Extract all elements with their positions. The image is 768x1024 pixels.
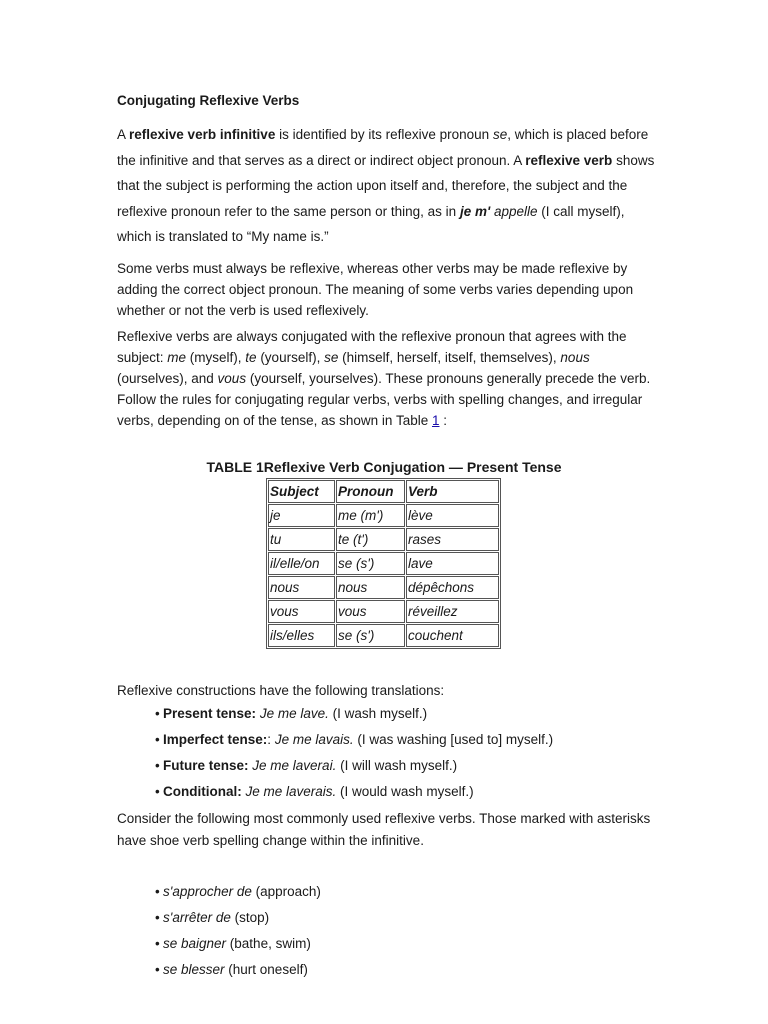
- header-verb: Verb: [406, 480, 499, 503]
- bullet-icon: •: [155, 784, 160, 799]
- tense-example: Je me laverai.: [252, 758, 337, 773]
- cell-subject: il/elle/on: [268, 552, 335, 575]
- cell-verb: dépêchons: [406, 576, 499, 599]
- cell-pronoun: vous: [336, 600, 405, 623]
- cell-subject: tu: [268, 528, 335, 551]
- verb-meaning: (hurt oneself): [224, 962, 308, 977]
- cell-pronoun: me (m'): [336, 504, 405, 527]
- tense-meaning: (I wash myself.): [328, 706, 428, 721]
- table-1-link[interactable]: 1: [431, 413, 440, 428]
- cell-pronoun: se (s'): [336, 624, 405, 647]
- bullet-icon: •: [155, 732, 160, 747]
- tense-meaning: (I would wash myself.): [336, 784, 474, 799]
- text: , which is placed before the infinitive and that serves as a direct or indirect object pronoun. A: [117, 127, 649, 168]
- term-se: se: [492, 127, 508, 142]
- paragraph-conjugation-rules: [117, 326, 662, 431]
- page-title: Conjugating Reflexive Verbs: [117, 93, 300, 108]
- bullet-icon: •: [155, 758, 160, 773]
- list-item: [155, 779, 553, 805]
- pronoun-se: se: [324, 350, 339, 365]
- table-row: [268, 552, 499, 575]
- conjugation-table: [266, 478, 501, 649]
- table-row: [268, 528, 499, 551]
- text: (myself),: [186, 350, 246, 365]
- bullet-icon: •: [155, 936, 160, 951]
- bullet-icon: •: [155, 706, 160, 721]
- header-subject: Subject: [268, 480, 335, 503]
- pronoun-me: me: [167, 350, 187, 365]
- list-item: [155, 753, 553, 779]
- verb: s'arrêter de: [163, 910, 231, 925]
- tense-label: Future tense:: [163, 758, 249, 773]
- tense-example: Je me laverais.: [245, 784, 337, 799]
- text: shows that the subject is performing the action upon itself and, therefore, the subject and the reflexive pronoun refer to the same person or thing, as in: [117, 152, 655, 219]
- text: (yourself, yourselves). These pronouns generally precede the verb. Follow the rules for conjugating regular verbs, verbs with spelling changes, and irregular verbs, depending on of the tense, as shown in Table: [117, 371, 651, 428]
- tense-example: Je me lavais.: [274, 732, 354, 747]
- text: (himself, herself, itself, themselves),: [338, 350, 561, 365]
- cell-subject: vous: [268, 600, 335, 623]
- term-reflexive-verb-infinitive: reflexive verb infinitive: [129, 127, 276, 142]
- tense-meaning: (I was washing [used to] myself.): [353, 732, 554, 747]
- tense-label: Conditional:: [163, 784, 242, 799]
- verb: se baigner: [163, 936, 227, 951]
- verb-meaning: (bathe, swim): [226, 936, 311, 951]
- verbs-list: [155, 879, 321, 983]
- cell-subject: ils/elles: [268, 624, 335, 647]
- text: is identified by its reflexive pronoun: [275, 127, 493, 142]
- cell-subject: nous: [268, 576, 335, 599]
- cell-verb: rases: [406, 528, 499, 551]
- cell-verb: lave: [406, 552, 499, 575]
- table-header-row: [268, 480, 499, 503]
- table-caption: TABLE 1Reflexive Verb Conjugation — Present Tense: [206, 459, 562, 475]
- cell-pronoun: te (t'): [336, 528, 405, 551]
- pronoun-vous: vous: [217, 371, 247, 386]
- verb: se blesser: [163, 962, 225, 977]
- verb-meaning: (stop): [230, 910, 270, 925]
- cell-subject: je: [268, 504, 335, 527]
- cell-verb: lève: [406, 504, 499, 527]
- example-je-m: je m': [459, 203, 491, 219]
- text: (ourselves), and: [117, 371, 218, 386]
- paragraph-always-reflexive: Some verbs must always be reflexive, whereas other verbs may be made reflexive by adding the correct object pronoun. The meaning of some verbs varies depending upon whether or not the verb is used reflexively.: [117, 261, 634, 318]
- text: :: [267, 732, 275, 747]
- text: :: [439, 413, 448, 428]
- verb: s'approcher de: [163, 884, 252, 899]
- translations-list: [155, 701, 553, 805]
- bullet-icon: •: [155, 910, 160, 925]
- term-reflexive-verb: reflexive verb: [525, 152, 613, 168]
- paragraph-common-verbs: Consider the following most commonly used reflexive verbs. Those marked with asterisks have shoe verb spelling change within the infinitive.: [117, 811, 651, 848]
- tense-example: Je me lave.: [259, 706, 329, 721]
- translations-intro: Reflexive constructions have the following translations:: [117, 683, 445, 698]
- tense-label: Imperfect tense:: [163, 732, 268, 747]
- list-item: [155, 701, 553, 727]
- text: A: [117, 127, 130, 142]
- table-row: [268, 504, 499, 527]
- header-pronoun: Pronoun: [336, 480, 405, 503]
- bullet-icon: •: [155, 962, 160, 977]
- list-item: [155, 879, 321, 905]
- table-row: [268, 576, 499, 599]
- list-item: [155, 957, 321, 983]
- cell-pronoun: se (s'): [336, 552, 405, 575]
- table-row: [268, 624, 499, 647]
- cell-verb: couchent: [406, 624, 499, 647]
- tense-meaning: (I will wash myself.): [336, 758, 458, 773]
- list-item: [155, 727, 553, 753]
- pronoun-nous: nous: [560, 350, 590, 365]
- table-row: [268, 600, 499, 623]
- cell-pronoun: nous: [336, 576, 405, 599]
- pronoun-te: te: [245, 350, 257, 365]
- tense-label: Present tense:: [163, 706, 257, 721]
- verb-meaning: (approach): [251, 884, 321, 899]
- example-appelle: appelle: [493, 203, 538, 219]
- bullet-icon: •: [155, 884, 160, 899]
- cell-verb: réveillez: [406, 600, 499, 623]
- text: Reflexive verbs are always conjugated with the reflexive pronoun that agrees with the subject:: [117, 329, 627, 365]
- paragraph-reflexive-definition: [117, 122, 662, 250]
- text: (I call myself), which is translated to “My name is.”: [117, 203, 625, 244]
- list-item: [155, 931, 321, 957]
- list-item: [155, 905, 321, 931]
- text: (yourself),: [256, 350, 325, 365]
